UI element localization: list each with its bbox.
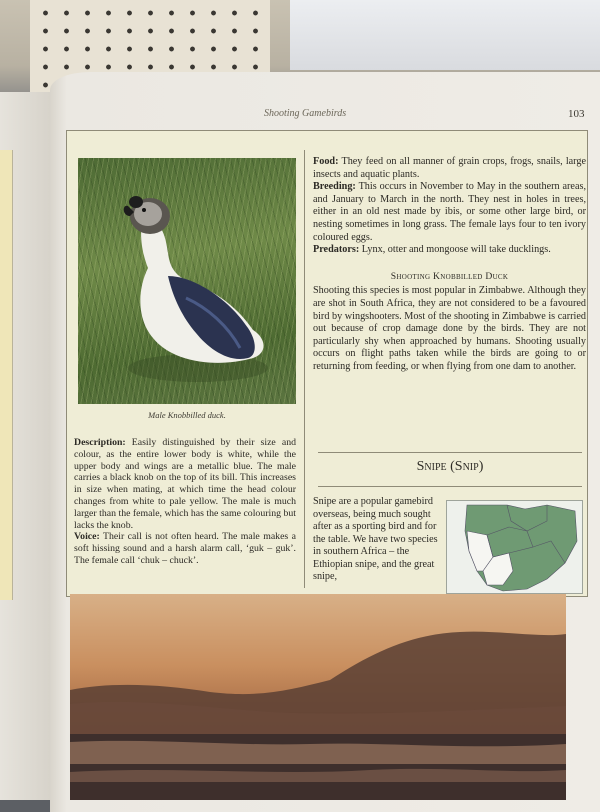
- voice-text: Their call is not often heard. The male makes a soft hissing sound and a harsh alarm call, ‘guk – guk’. The female call ‘chuk – chuck’.: [74, 531, 296, 566]
- sunset-landscape: [70, 594, 566, 800]
- right-column: [313, 156, 586, 374]
- description-label: Description:: [74, 437, 126, 448]
- heading-rule-bottom: [318, 486, 582, 487]
- background-wall-right: [290, 0, 600, 70]
- snipe-paragraph: Snipe are a popular gamebird overseas, being much sought after as a sporting bird and for the table. We have two species in southern Africa – the Ethiopian snipe, and the great snipe,: [313, 496, 438, 582]
- description-paragraph: [74, 437, 296, 567]
- shooting-subheading: Shooting Knobbilled Duck: [390, 270, 509, 282]
- shooting-paragraph: Shooting this species is most popular in Zimbabwe. Although they are shot in South Africa, they are not considered to be a favoured bird by wingshooters. Most of the shooting in Zimbabwe is carried out because of crop damage done by the birds. They are not particularly shy when approached by humans. Shooting usually occurs on flight paths taken while the birds are going to or returning from feeding, or when flying from one dam to another.: [313, 285, 586, 372]
- food-label: Food:: [313, 156, 339, 167]
- predators-paragraph: [313, 244, 586, 257]
- southern-africa-map-icon: [447, 501, 582, 593]
- duck-illustration: [78, 158, 296, 404]
- snipe-heading: Snipe (Snip): [416, 459, 484, 474]
- page-number: 103: [568, 108, 585, 120]
- running-head: Shooting Gamebirds: [264, 108, 347, 119]
- description-text: Easily distinguished by their size and colour, as the entire lower body is white, while the upper body and wings are a metallic blue. The male carries a black knob on the top of its bill. This increases in size when mating, at which time the head colour changes from white to pale yellow. The male is much larger than the female, which has the same colouring but lacks the knob.: [74, 437, 296, 531]
- snipe-heading-box: [318, 452, 582, 486]
- breeding-text: This occurs in November to May in the southern areas, and January to March in the north. They nest in holes in trees, either in an old nest made by ibis, or some other large bird, or nesting sometimes in long grass. The female lays four to ten ivory coloured eggs.: [313, 181, 586, 243]
- heading-rule-top: [318, 452, 582, 453]
- sunset-river-photo: [70, 594, 566, 800]
- facing-page-panel: [0, 150, 13, 600]
- photo-caption: Male Knobbilled duck.: [148, 410, 226, 420]
- food-text: They feed on all manner of grain crops, frogs, snails, large insects and aquatic plants.: [313, 156, 586, 180]
- breeding-label: Breeding:: [313, 181, 356, 193]
- voice-label: Voice:: [74, 531, 100, 543]
- distribution-map: [446, 500, 583, 594]
- predators-text: Lynx, otter and mongoose will take ducklings.: [361, 244, 551, 256]
- column-divider: [304, 150, 305, 588]
- breeding-paragraph: [313, 181, 586, 244]
- predators-label: Predators:: [313, 244, 360, 256]
- knobbilled-duck-photo: [78, 158, 296, 404]
- food-paragraph: [313, 156, 586, 181]
